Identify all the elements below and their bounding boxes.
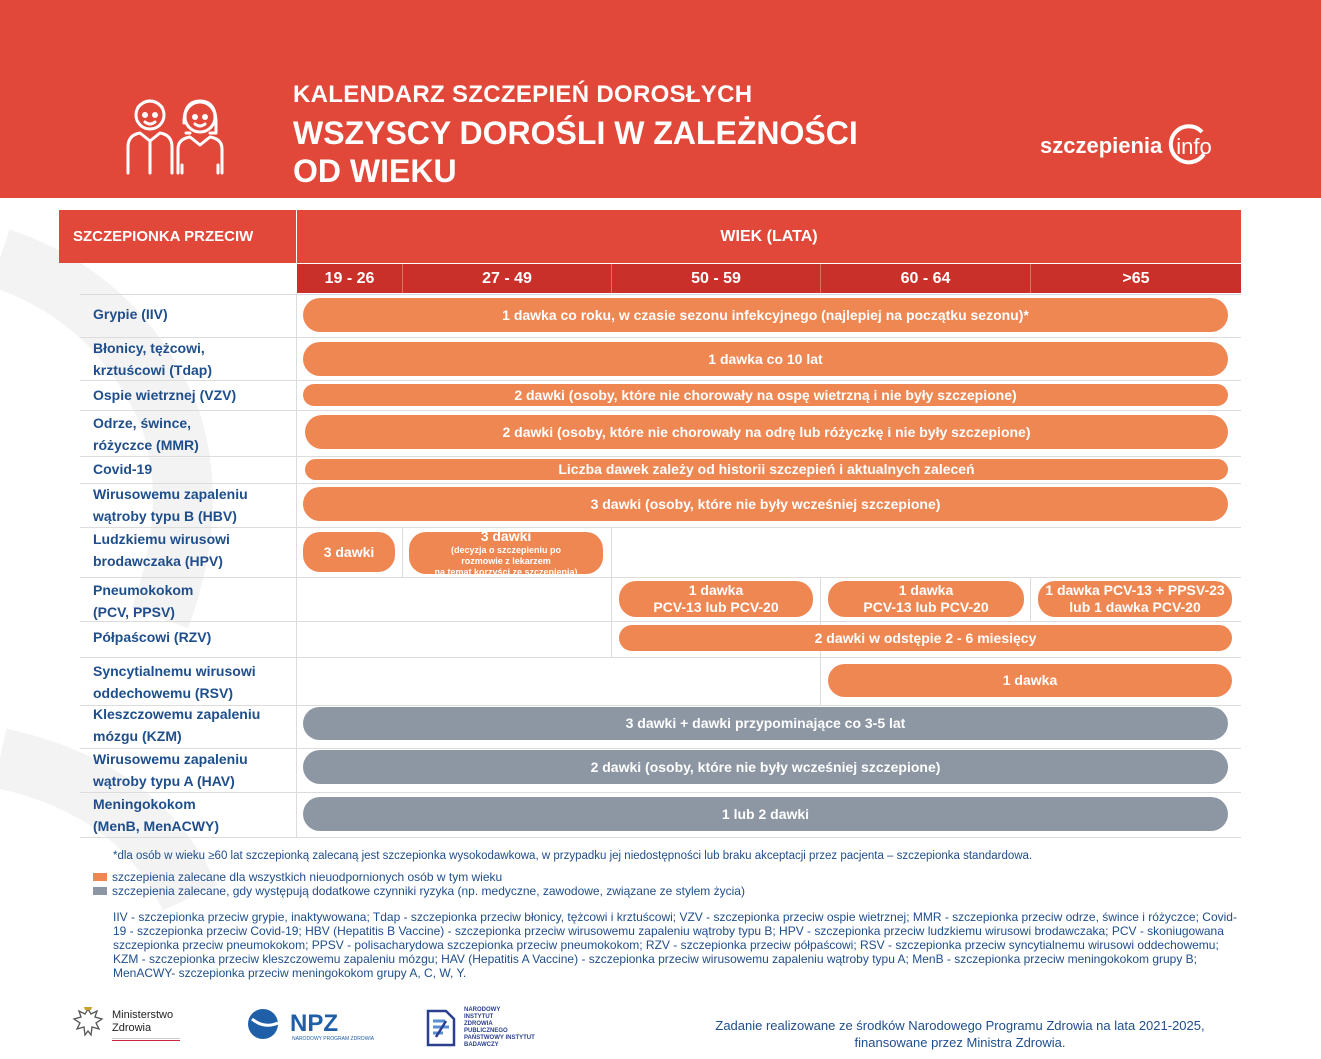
bar-pcv-60-64 — [828, 581, 1024, 617]
pzh-line3: ZDROWIA — [464, 1021, 493, 1027]
row-label-vzv: Ospie wietrznej (VZV) — [93, 387, 237, 403]
row-label-kzm: Kleszczowemu zapaleniu mózgu (KZM) — [93, 706, 261, 744]
pzh-line5: PAŃSTWOWY INSTYTUT — [464, 1035, 535, 1041]
ministry-line2: Zdrowia — [112, 1022, 152, 1034]
footnote: *dla osób w wieku ≥60 lat szczepionką zalecaną jest szczepionka wysokodawkowa, w przypadku jej niedostępności lub braku akceptacji przez pacjenta – szczepionka standardowa. — [113, 850, 1033, 862]
bar-rzv: 2 dawki w odstępie 2 - 6 miesięcy — [619, 625, 1232, 651]
abbreviations: IIV - szczepionka przeciw grypie, inaktywowana; Tdap - szczepionka przeciw błonicy, tężcowi i krztuścowi; VZV - szczepionka przeciw ospie wietrznej; MMR - szczepionka przeciw odrze, śwince i różyczce; Covid-19 - szczepionka przeciw Covid-19; HBV (Hepatitis B Vaccine) - szczepionka przeciw wirusowemu zapaleniu wątroby typu B; HPV - szczepionka przeciw ludzkiemu wirusowi brodawczaka; PCV - skoniugowana szczepionka przeciw pneumokokom; PPSV - polisacharydowa szczepionka przeciw pneumokokom; RZV - szczepionka przeciw półpaścowi; RSV - szczepionka przeciw syncytialnemu wirusowi oddechowemu; KZM - szczepionka przeciw kleszczowemu zapaleniu mózgu; HAV (Hepatitis A Vaccine) - szczepionka przeciw wirusowemu zapaleniu wątroby typu A; MenB - szczepionka przeciw meningokokom grupy B; MenACWY- szczepionka przeciw meningokokom grupy A, C, W, Y. — [113, 910, 1237, 980]
age-group-27-49: 27 - 49 — [403, 264, 612, 293]
age-column-header: WIEK (LATA) — [297, 210, 1241, 263]
age-group-50-59: 50 - 59 — [612, 264, 821, 293]
row-label-hpv: Ludzkiemu wirusowi brodawczaka (HPV) — [93, 531, 230, 569]
hpv-27-49-note-a: (decyzja o szczepieniu po — [450, 545, 562, 555]
grid-divider — [296, 294, 297, 837]
legend-orange-swatch — [93, 873, 107, 881]
row-divider — [80, 792, 1241, 793]
bar-meningococcal: 1 lub 2 dawki — [303, 797, 1228, 831]
legend-gray-text: szczepienia zalecane, gdy występują dodatkowe czynniki ryzyka (np. medyczne, zawodowe, związane ze stylem życia) — [112, 884, 745, 898]
age-groups-row — [297, 264, 1241, 293]
brand-ring-icon — [1166, 124, 1210, 168]
bar-flu: 1 dawka co roku, w czasie sezonu infekcyjnego (najlepiej na początku sezonu)* — [303, 298, 1228, 332]
funding-note — [666, 1017, 1254, 1051]
row-label-pneumococcal: Pneumokokom (PCV, PPSV) — [93, 582, 194, 620]
row-label-rsv: Syncytialnemu wirusowi oddechowemu (RSV) — [93, 663, 256, 701]
age-group-65-plus: >65 — [1122, 269, 1150, 287]
people-icon — [122, 93, 232, 175]
grid-divider — [402, 527, 403, 577]
hpv-27-49-note-c: na temat korzyści ze szczepienia) — [434, 567, 578, 577]
npz-name: NPZ — [290, 1010, 338, 1037]
polish-flag-stripe — [112, 1038, 180, 1041]
bar-rsv: 1 dawka — [828, 664, 1232, 697]
pcv-60-64-line2: PCV-13 lub PCV-20 — [863, 599, 989, 615]
pcv-50-59-line1: 1 dawka — [688, 582, 744, 598]
row-label-covid: Covid-19 — [93, 461, 153, 477]
row-divider — [80, 456, 1241, 457]
bar-hpv-27-49 — [409, 528, 603, 577]
hpv-27-49-note-b: rozmowie z lekarzem — [461, 556, 551, 566]
row-label-rzv: Półpaścowi (RZV) — [93, 629, 212, 645]
hpv-27-49-dose: 3 dawki — [480, 528, 532, 544]
row-label-mmr: Odrze, śwince, różyczce (MMR) — [93, 415, 199, 453]
row-divider — [80, 410, 1241, 411]
funding-line2: finansowane przez Ministra Zdrowia. — [854, 1035, 1066, 1050]
pzh-line2: INSTYTUT — [464, 1014, 494, 1020]
ministry-name — [112, 1009, 180, 1041]
funding-line1: Zadanie realizowane ze środków Narodowego Programu Zdrowia na lata 2021-2025, — [715, 1018, 1205, 1033]
pcv-50-59-line2: PCV-13 lub PCV-20 — [653, 599, 779, 615]
age-group-19-26: 19 - 26 — [297, 264, 403, 293]
vaccine-column-header: SZCZEPIONKA PRZECIW — [59, 210, 296, 263]
row-divider — [80, 621, 1241, 622]
grid-divider — [1030, 578, 1031, 621]
row-label-tdap: Błonicy, tężcowi, krztuścowi (Tdap) — [93, 340, 213, 378]
npz-subtitle: NARODOWY PROGRAM ZDROWIA — [292, 1036, 375, 1042]
row-divider — [80, 337, 1241, 338]
row-divider — [80, 657, 1241, 658]
bar-kzm: 3 dawki + dawki przypominające co 3-5 lat — [303, 707, 1228, 740]
pcv-65-plus-line1: 1 dawka PCV-13 + PPSV-23 — [1045, 582, 1225, 598]
ministry-logo — [70, 1005, 180, 1045]
bar-pcv-50-59 — [619, 581, 813, 617]
pzh-line1: NARODOWY — [464, 1007, 501, 1013]
pcv-60-64-line1: 1 dawka — [898, 582, 954, 598]
legend-gray-swatch — [93, 887, 107, 895]
pzh-line4: PUBLICZNEGO — [464, 1028, 508, 1034]
pzh-name — [464, 1007, 535, 1049]
header-title: WSZYSCY DOROŚLI W ZALEŻNOŚCI OD WIEKU — [293, 115, 858, 189]
row-divider — [80, 577, 1241, 578]
row-label-hav: Wirusowemu zapaleniu wątroby typu A (HAV) — [93, 751, 248, 789]
bar-hpv-19-26: 3 dawki — [303, 532, 395, 572]
bar-vzv: 2 dawki (osoby, które nie chorowały na ospę wietrzną i nie były szczepione) — [303, 384, 1228, 406]
row-divider — [80, 837, 1241, 838]
row-divider — [80, 380, 1241, 381]
bar-mmr: 2 dawki (osoby, które nie chorowały na odrę lub różyczkę i nie były szczepione) — [305, 415, 1228, 449]
grid-divider — [611, 527, 612, 657]
row-label-meningococcal: Meningokokom (MenB, MenACWY) — [93, 796, 219, 834]
row-label-hbv: Wirusowemu zapaleniu wątroby typu B (HBV) — [93, 486, 248, 524]
bar-covid: Liczba dawek zależy od historii szczepień i aktualnych zaleceń — [305, 459, 1228, 480]
bar-tdap: 1 dawka co 10 lat — [303, 342, 1228, 376]
row-divider — [80, 294, 1241, 295]
bar-pcv-65-plus — [1038, 581, 1232, 617]
pcv-65-plus-line2: lub 1 dawka PCV-20 — [1069, 599, 1201, 615]
row-label-flu: Grypie (IIV) — [93, 306, 168, 322]
pzh-line6: BADAWCZY — [464, 1042, 499, 1048]
eagle-emblem-icon — [70, 1005, 106, 1045]
age-group-60-64: 60 - 64 — [821, 264, 1031, 293]
bar-hbv: 3 dawki (osoby, które nie były wcześniej szczepione) — [303, 487, 1228, 521]
legend-orange — [93, 870, 502, 884]
ministry-line1: Ministerstwo — [112, 1009, 174, 1021]
pzh-logo — [424, 1007, 535, 1049]
bar-hav: 2 dawki (osoby, które nie były wcześniej szczepione) — [303, 750, 1228, 784]
brand-suffix: info — [1176, 134, 1212, 159]
pzh-emblem-icon — [424, 1007, 458, 1049]
header-subtitle: KALENDARZ SZCZEPIEŃ DOROSŁYCH — [293, 81, 753, 108]
npz-globe-icon — [246, 1007, 286, 1041]
brand-logo — [1040, 118, 1210, 174]
legend-gray — [93, 884, 745, 898]
legend-orange-text: szczepienia zalecane dla wszystkich nieuodpornionych osób w tym wieku — [112, 870, 503, 884]
brand-word: szczepienia — [1040, 133, 1163, 158]
